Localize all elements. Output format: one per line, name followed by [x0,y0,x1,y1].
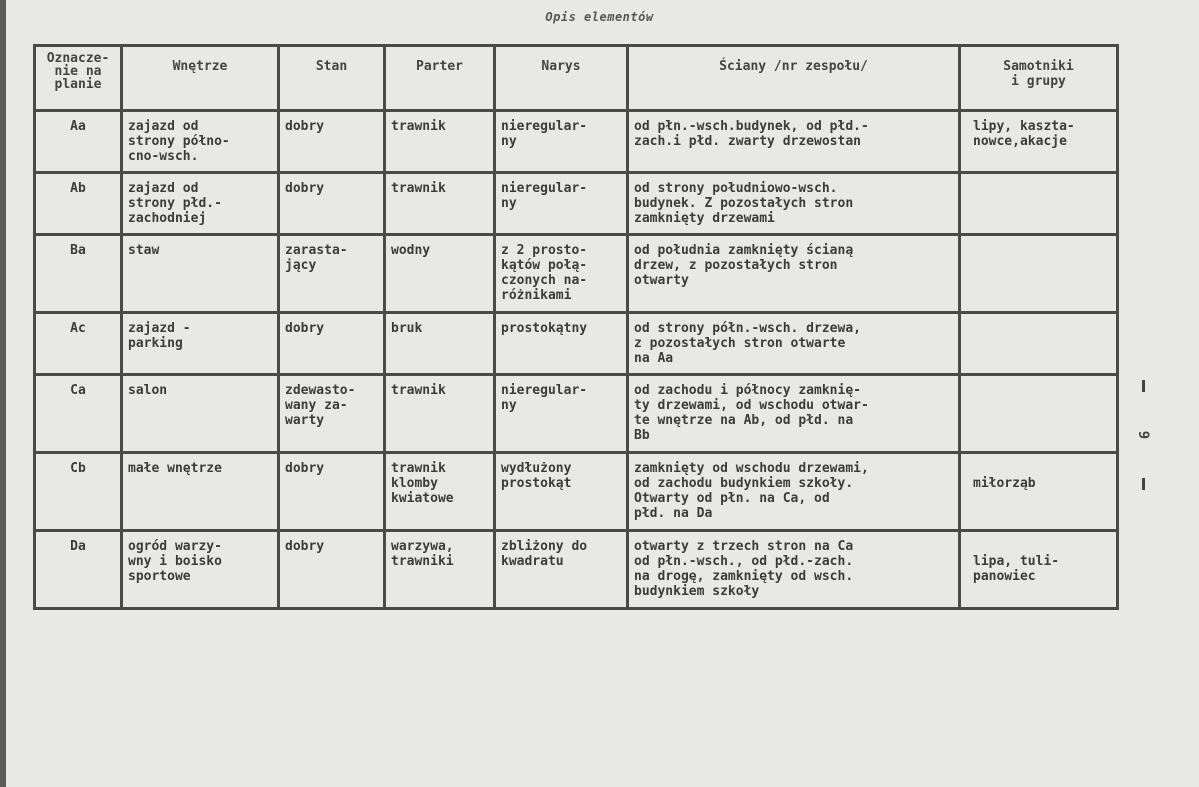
cell-narys: nieregular- ny [495,111,628,173]
cell-oznaczenie: Ca [35,375,122,453]
cell-narys: prostokątny [495,313,628,375]
cell-samotniki [960,375,1118,453]
cell-sciany: od zachodu i północy zamknię- ty drzewami, od wschodu otwar- te wnętrze na Ab, od płd. na Bb [628,375,960,453]
header-wnetrze: Wnętrze [122,46,279,111]
page-number [1131,380,1155,490]
cell-samotniki: lipy, kaszta- nowce,akacje [960,111,1118,173]
table-row [35,173,1118,235]
table-row [35,531,1118,609]
header-row [35,46,1118,111]
elements-table [33,44,1119,610]
cell-wnetrze: staw [122,235,279,313]
cell-stan: dobry [279,453,385,531]
page-number-dash [1142,478,1145,490]
cell-parter: trawnik [385,111,495,173]
cell-wnetrze: zajazd od strony półno- cno-wsch. [122,111,279,173]
cell-samotniki [960,173,1118,235]
cell-stan: zdewasto- wany za- warty [279,375,385,453]
header-oznaczenie: Oznacze- nie na planie [35,46,122,111]
header-samotniki: Samotniki i grupy [960,46,1118,111]
cell-narys: zbliżony do kwadratu [495,531,628,609]
cell-samotniki [960,235,1118,313]
cell-stan: dobry [279,313,385,375]
cell-wnetrze: zajazd od strony płd.- zachodniej [122,173,279,235]
cell-oznaczenie: Aa [35,111,122,173]
table-row [35,235,1118,313]
cell-wnetrze: małe wnętrze [122,453,279,531]
cell-oznaczenie: Ba [35,235,122,313]
cell-sciany: zamknięty od wschodu drzewami, od zachodu budynkiem szkoły. Otwarty od płn. na Ca, od płd. na Da [628,453,960,531]
cell-parter: wodny [385,235,495,313]
page-number-dash [1142,380,1145,392]
header-sciany: Ściany /nr zespołu/ [628,46,960,111]
table-row [35,375,1118,453]
cell-wnetrze: salon [122,375,279,453]
cell-samotniki [960,313,1118,375]
cell-parter: trawnik [385,375,495,453]
cell-sciany: od strony południowo-wsch. budynek. Z pozostałych stron zamknięty drzewami [628,173,960,235]
header-parter: Parter [385,46,495,111]
cell-sciany: od strony półn.-wsch. drzewa, z pozostałych stron otwarte na Aa [628,313,960,375]
cell-parter: bruk [385,313,495,375]
cell-wnetrze: zajazd - parking [122,313,279,375]
cell-parter: trawnik [385,173,495,235]
cell-narys: nieregular- ny [495,375,628,453]
cell-stan: dobry [279,111,385,173]
cell-oznaczenie: Cb [35,453,122,531]
cell-sciany: otwarty z trzech stron na Ca od płn.-wsch., od płd.-zach. na drogę, zamknięty od wsch. budynkiem szkoły [628,531,960,609]
cell-parter: trawnik klomby kwiatowe [385,453,495,531]
cell-stan: zarasta- jący [279,235,385,313]
cell-wnetrze: ogród warzy- wny i boisko sportowe [122,531,279,609]
cell-oznaczenie: Ab [35,173,122,235]
page-title: Opis elementów [545,10,654,24]
header-stan: Stan [279,46,385,111]
table-row [35,453,1118,531]
cell-narys: wydłużony prostokąt [495,453,628,531]
table-row [35,111,1118,173]
page-number-value: 9 [1135,430,1151,440]
cell-oznaczenie: Ac [35,313,122,375]
cell-stan: dobry [279,531,385,609]
cell-narys: nieregular- ny [495,173,628,235]
cell-narys: z 2 prosto- kątów połą- czonych na- różnikami [495,235,628,313]
cell-samotniki: lipa, tuli- panowiec [960,531,1118,609]
cell-sciany: od południa zamknięty ścianą drzew, z pozostałych stron otwarty [628,235,960,313]
cell-parter: warzywa, trawniki [385,531,495,609]
cell-oznaczenie: Da [35,531,122,609]
paper-edge-shadow [0,0,6,787]
table-row [35,313,1118,375]
cell-sciany: od płn.-wsch.budynek, od płd.- zach.i płd. zwarty drzewostan [628,111,960,173]
cell-stan: dobry [279,173,385,235]
cell-samotniki: miłorząb [960,453,1118,531]
header-narys: Narys [495,46,628,111]
